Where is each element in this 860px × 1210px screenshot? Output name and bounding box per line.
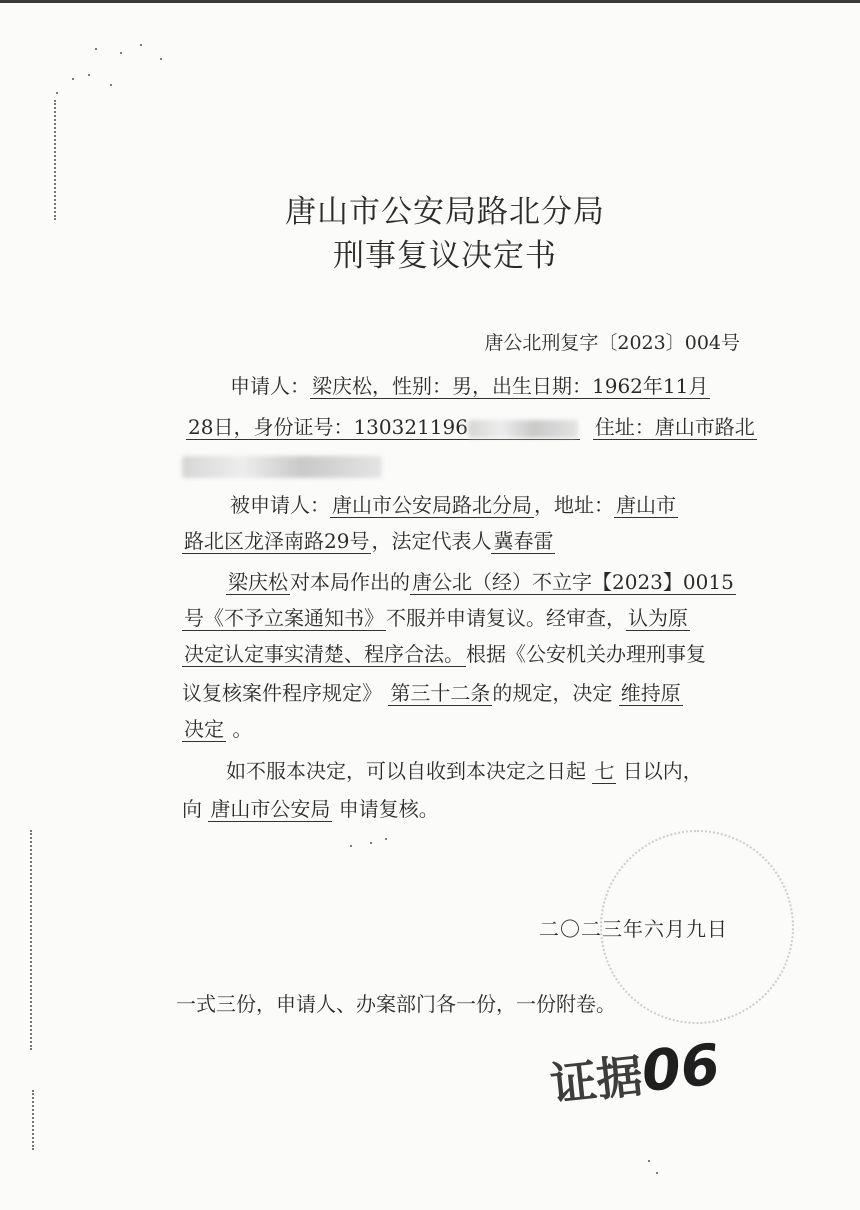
scan-speck bbox=[160, 58, 162, 60]
body-regulation: 议复核案件程序规定》 bbox=[182, 681, 382, 705]
scan-speck bbox=[350, 845, 352, 847]
respondent-line-2 bbox=[182, 528, 555, 554]
applicant-line-3 bbox=[182, 452, 382, 478]
body-notice-title: 号《不予立案通知书》 bbox=[184, 606, 384, 630]
scan-speck bbox=[72, 78, 74, 80]
respondent-address-1: 唐山市 bbox=[616, 493, 676, 517]
body-line-5 bbox=[182, 716, 252, 742]
body-line-4 bbox=[182, 680, 683, 706]
body-decision: 维持原 bbox=[620, 681, 681, 705]
document-date: 二〇二三年六月九日 bbox=[539, 917, 728, 941]
body-text: 对本局作出的 bbox=[290, 570, 410, 594]
body-text: 如不服本决定，可以自收到本决定之日起 bbox=[226, 759, 586, 783]
body-article: 第三十二条 bbox=[390, 681, 491, 705]
respondent-label: 被申请人： bbox=[230, 493, 330, 517]
scan-speck bbox=[88, 74, 90, 76]
document-type-title: 刑事复议决定书 bbox=[333, 238, 557, 274]
body-applicant-name: 梁庆松 bbox=[228, 570, 288, 594]
body-decision-end: 决定 bbox=[184, 717, 224, 741]
body-text: 不服并申请复议。经审查， bbox=[386, 606, 626, 630]
redacted-id bbox=[468, 420, 578, 438]
body-line-2 bbox=[182, 605, 690, 631]
scan-speck bbox=[648, 1160, 650, 1162]
body-text: 。 bbox=[232, 717, 253, 741]
respondent-address-label: ，地址： bbox=[534, 493, 614, 517]
applicant-id-prefix: 130321196 bbox=[353, 415, 468, 439]
scan-speck bbox=[385, 838, 387, 840]
applicant-gender-birth: ，性别：男，出生日期：1962年11月 bbox=[372, 374, 709, 398]
scan-speck bbox=[110, 84, 112, 86]
applicant-label: 申请人： bbox=[230, 374, 310, 398]
body-line-1 bbox=[226, 569, 736, 595]
scan-speck bbox=[120, 52, 122, 54]
respondent-address-2: 路北区龙泽南路29号 bbox=[184, 529, 370, 553]
applicant-birth-day: 28日 bbox=[188, 415, 234, 439]
applicant-line-1 bbox=[230, 373, 710, 399]
scan-margin-marks bbox=[30, 830, 34, 1050]
review-days: 七 bbox=[594, 759, 615, 783]
body-text: 根据《公安机关办理刑事复 bbox=[466, 642, 706, 666]
review-authority: 唐山市公安局 bbox=[210, 797, 331, 821]
body-line-3 bbox=[182, 641, 706, 667]
scan-edge bbox=[0, 0, 860, 3]
body-text: 向 bbox=[182, 797, 202, 821]
evidence-number: 06 bbox=[638, 1032, 723, 1106]
body-text: 申请复核。 bbox=[338, 797, 439, 821]
copies-note: 一式三份，申请人、办案部门各一份，一份附卷。 bbox=[176, 992, 616, 1016]
applicant-address-label: 住址：唐山市路北 bbox=[594, 415, 755, 439]
representative-label: ，法定代表人 bbox=[371, 529, 492, 553]
representative-name: 冀春雷 bbox=[493, 529, 554, 553]
scan-speck bbox=[656, 1172, 658, 1174]
scan-margin-marks bbox=[32, 1090, 36, 1150]
scan-speck bbox=[140, 44, 142, 46]
respondent-line-1 bbox=[230, 492, 678, 518]
body-original-doc-number: 唐公北（经）不立字【2023】0015 bbox=[412, 570, 734, 594]
applicant-name: 梁庆松 bbox=[312, 374, 372, 398]
agency-title: 唐山市公安局路北分局 bbox=[285, 194, 605, 230]
body-line-7 bbox=[182, 796, 439, 822]
body-text: 日以内， bbox=[622, 759, 703, 783]
evidence-label: 证据 bbox=[547, 1048, 646, 1112]
applicant-line-2 bbox=[186, 414, 757, 440]
body-line-6 bbox=[226, 758, 703, 784]
scan-speck bbox=[95, 48, 97, 50]
respondent-name: 唐山市公安局路北分局 bbox=[332, 493, 532, 517]
body-finding: 决定认定事实清楚、程序合法。 bbox=[184, 642, 464, 666]
scan-speck bbox=[56, 92, 58, 94]
scan-speck bbox=[370, 842, 372, 844]
redacted-address bbox=[182, 456, 382, 478]
evidence-mark bbox=[547, 1031, 723, 1114]
applicant-id-label: ，身份证号： bbox=[233, 415, 354, 439]
document-number: 唐公北刑复字〔2023〕004号 bbox=[484, 332, 740, 354]
body-text-underlined: 认为原 bbox=[628, 606, 688, 630]
body-text: 的规定，决定 bbox=[492, 681, 613, 705]
